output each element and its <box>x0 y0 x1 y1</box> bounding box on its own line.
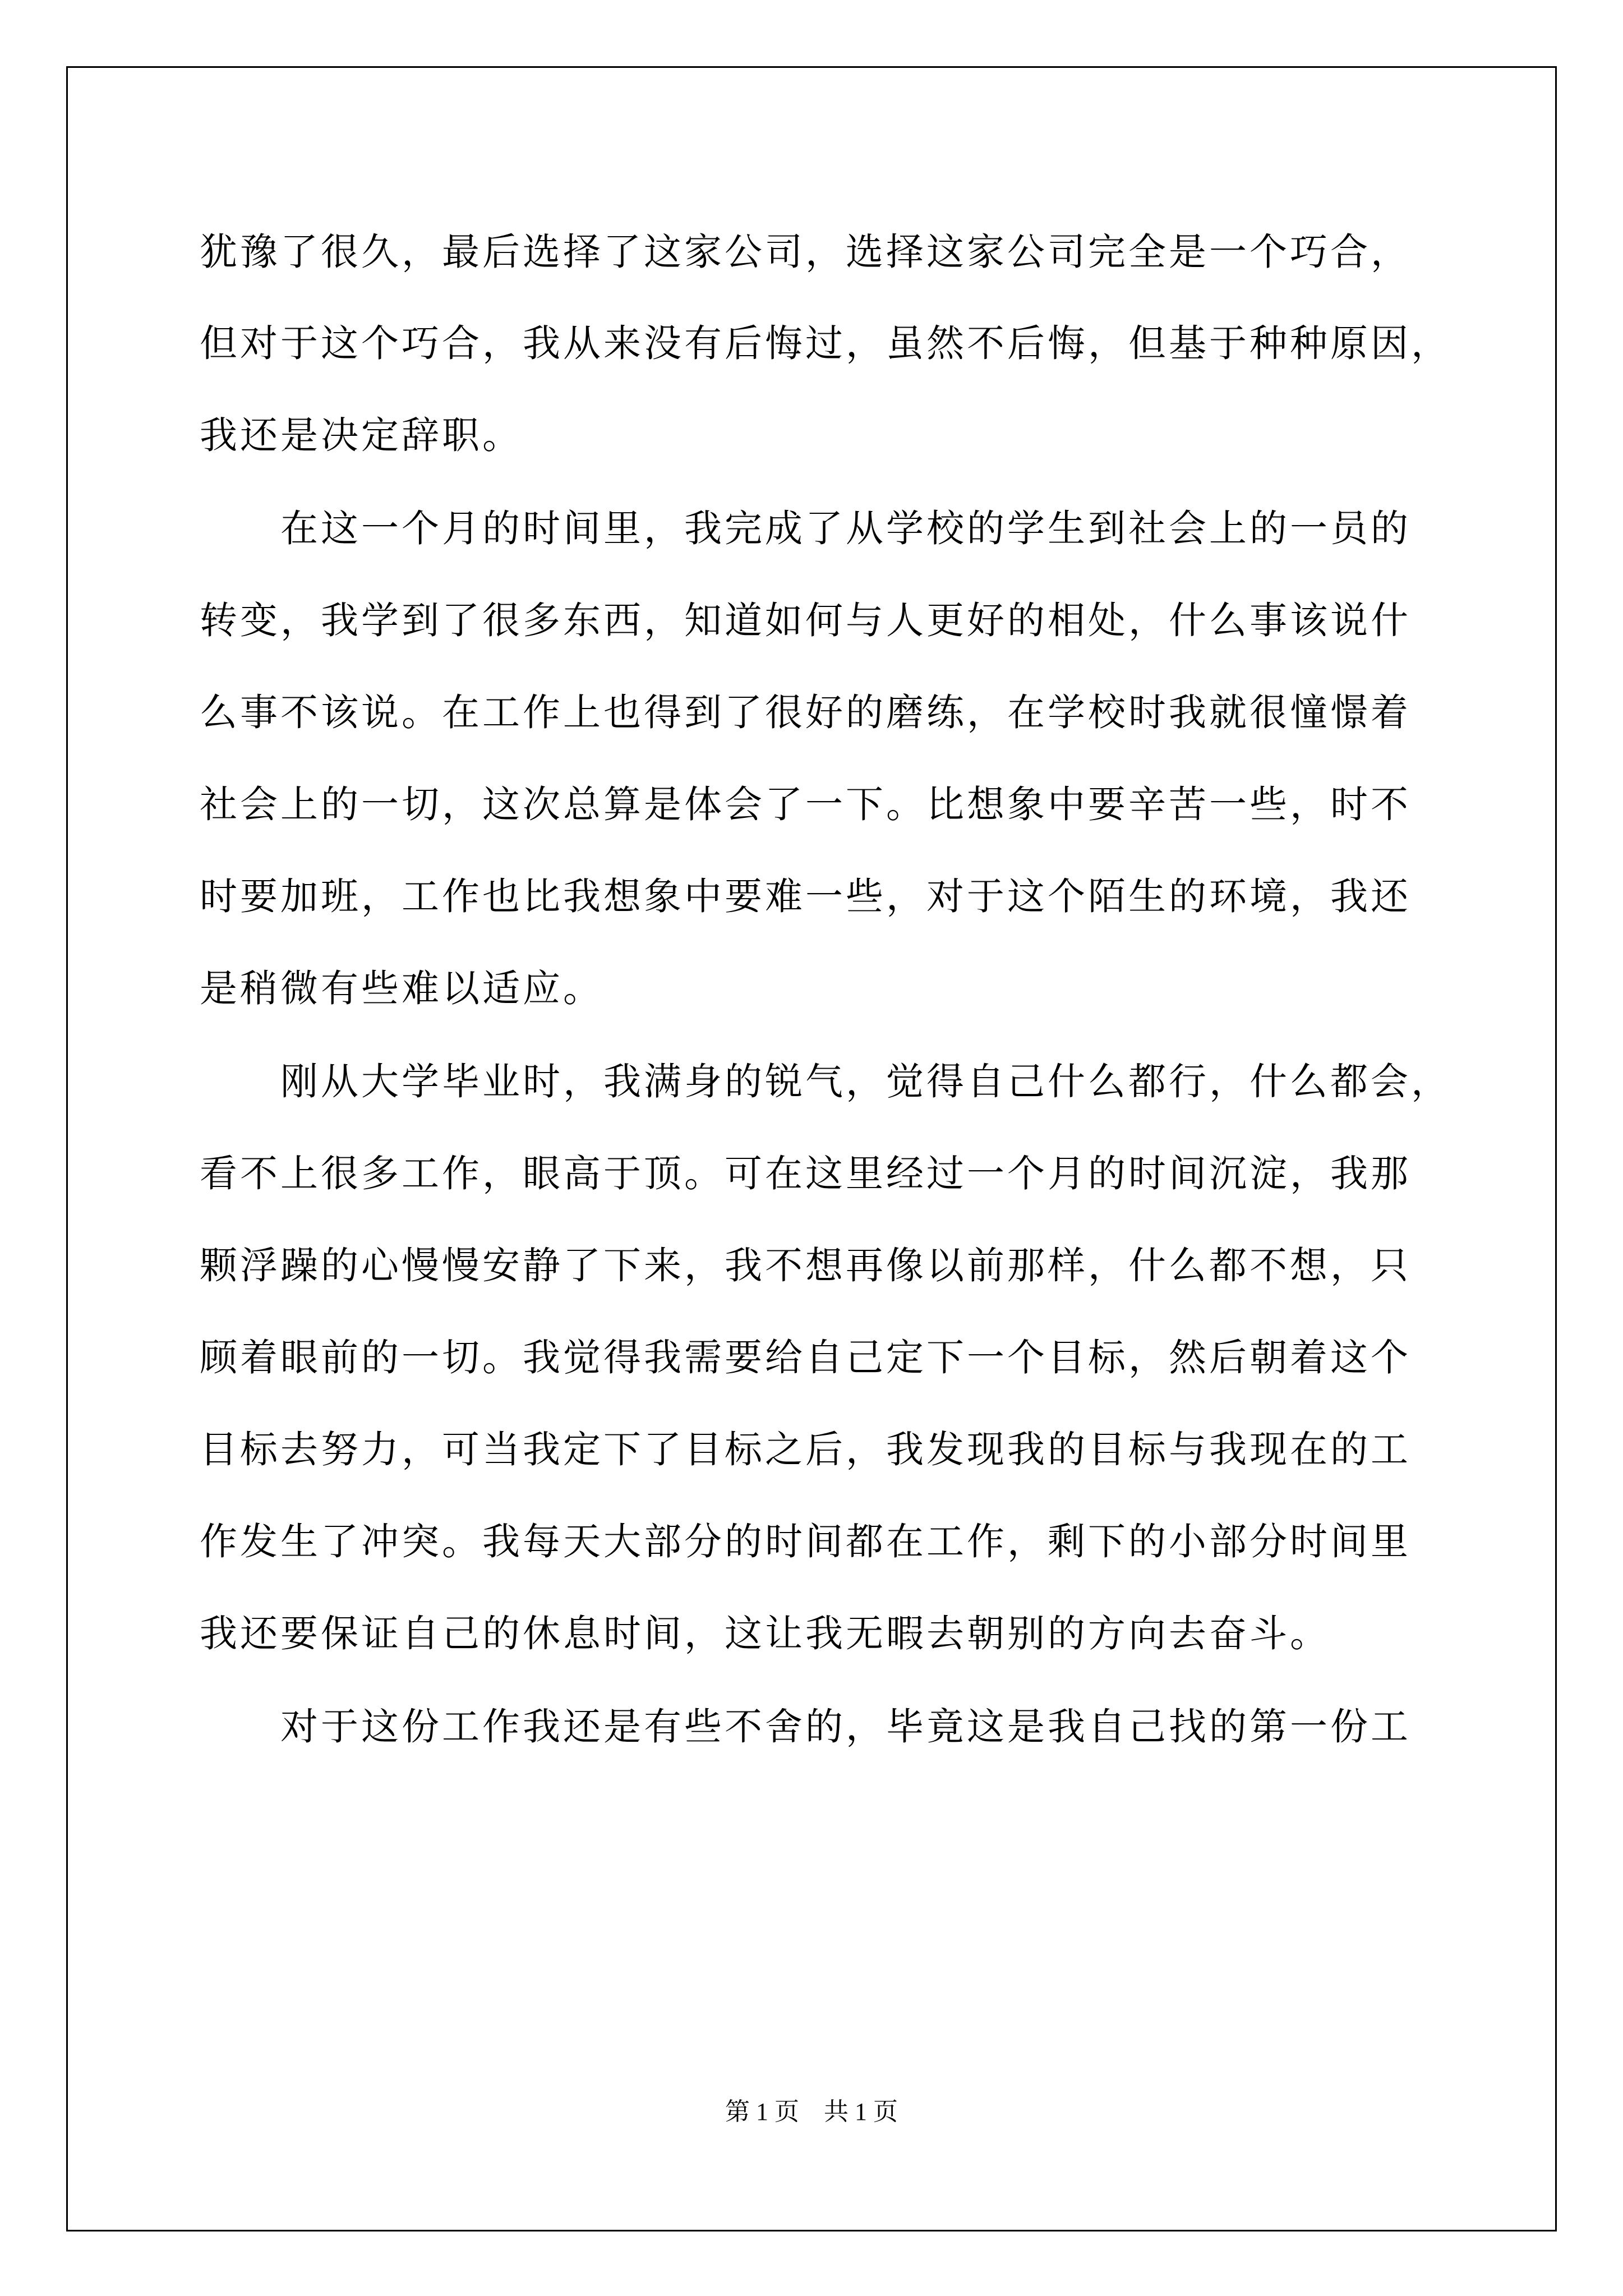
text-line: 社会上的一切，这次总算是体会了一下。比想象中要辛苦一些，时不 <box>200 783 1411 826</box>
text-line: 转变，我学到了很多东西，知道如何与人更好的相处，什么事该说什 <box>200 599 1411 642</box>
text-line: 目标去努力，可当我定下了目标之后，我发现我的目标与我现在的工 <box>200 1428 1411 1471</box>
text-line: 对于这份工作我还是有些不舍的，毕竟这是我自己找的第一份工 <box>200 1705 1411 1749</box>
text-line: 作发生了冲突。我每天大部分的时间都在工作，剩下的小部分时间里 <box>200 1520 1411 1563</box>
text-line: 犹豫了很久，最后选择了这家公司，选择这家公司完全是一个巧合， <box>200 230 1411 274</box>
text-line: 顾着眼前的一切。我觉得我需要给自己定下一个目标，然后朝着这个 <box>200 1336 1411 1379</box>
page-footer <box>0 2095 1623 2129</box>
page-number: 第 1 页 共 1 页 <box>725 2098 898 2125</box>
text-line: 是稍微有些难以适应。 <box>200 967 603 1010</box>
text-line: 看不上很多工作，眼高于顶。可在这里经过一个月的时间沉淀，我那 <box>200 1152 1411 1195</box>
text-line: 刚从大学毕业时，我满身的锐气，觉得自己什么都行，什么都会， <box>200 1060 1451 1103</box>
text-line: 在这一个月的时间里，我完成了从学校的学生到社会上的一员的 <box>200 507 1411 550</box>
text-line: 但对于这个巧合，我从来没有后悔过，虽然不后悔，但基于种种原因， <box>200 321 1451 365</box>
text-line: 我还要保证自己的休息时间，这让我无暇去朝别的方向去奋斗。 <box>200 1612 1330 1655</box>
text-line: 颗浮躁的心慢慢安静了下来，我不想再像以前那样，什么都不想，只 <box>200 1244 1411 1287</box>
text-line: 么事不该说。在工作上也得到了很好的磨练，在学校时我就很憧憬着 <box>200 691 1411 734</box>
text-line: 我还是决定辞职。 <box>200 413 523 457</box>
text-line: 时要加班，工作也比我想象中要难一些，对于这个陌生的环境，我还 <box>200 875 1411 918</box>
